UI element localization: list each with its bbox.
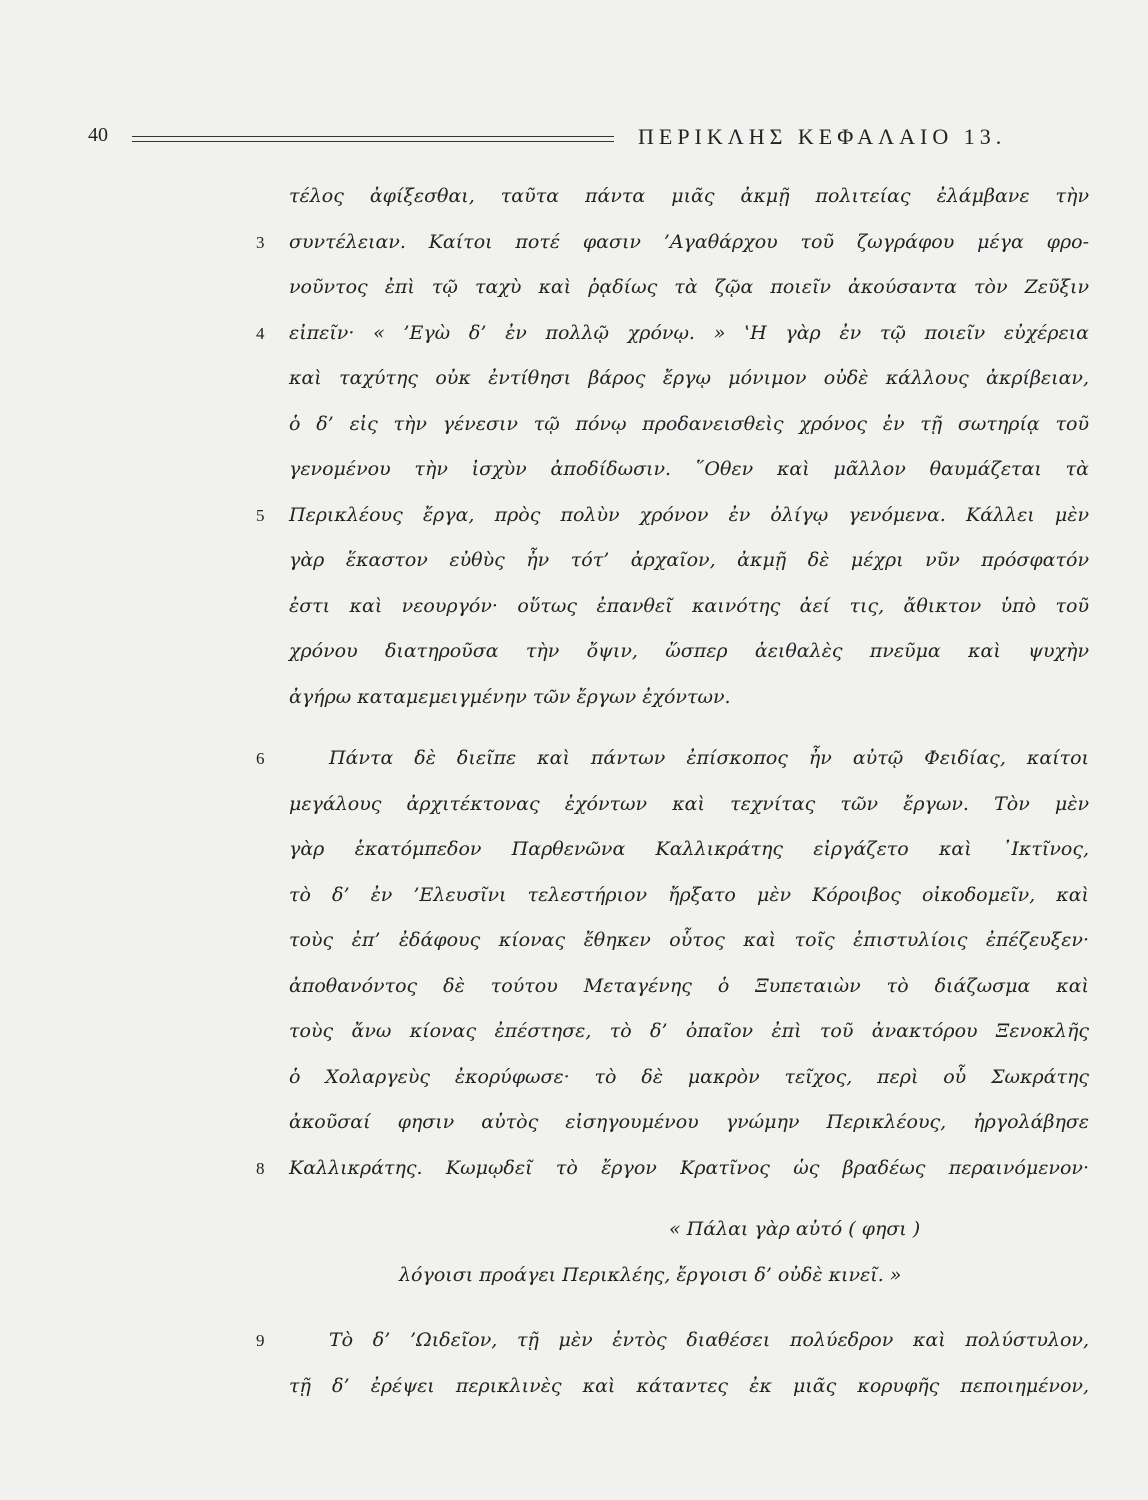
running-head: ΠΕΡΙΚΛΗΣ ΚΕΦΑΛΑΙΟ 13. <box>638 124 1007 149</box>
text-line: καὶ ταχύτης οὐκ ἐντίθησι βάρος ἔργῳ μόνιμον οὐδὲ κάλλους ἀκρίβειαν, <box>289 367 1089 389</box>
text-line: 9 Τὸ δ’ ’Ωιδεῖον, τῇ μὲν ἐντὸς διαθέσει πολύεδρον καὶ πολύστυλον, <box>289 1318 1089 1364</box>
page-header <box>0 124 1148 154</box>
text-line: 4 εἰπεῖν· « ’Εγὼ δ’ ἐν πολλῷ χρόνῳ. » ‛Η γὰρ ἐν τῷ ποιεῖν εὐχέρεια <box>289 311 1089 357</box>
text-line: 5 Περικλέους ἔργα, πρὸς πολὺν χρόνον ἐν ὀλίγῳ γενόμενα. Κάλλει μὲν <box>289 493 1089 539</box>
text-line: γὰρ ἑκατόμπεδον Παρθενῶνα Καλλικράτης εἰργάζετο καὶ ᾽Ικτῖνος, <box>289 838 1089 860</box>
text-line: 6 Πάντα δὲ διεῖπε καὶ πάντων ἐπίσκοπος ἦν αὐτῷ Φειδίας, καίτοι <box>289 736 1089 782</box>
text-line: 3 συντέλειαν. Καίτοι ποτέ φασιν ’Αγαθάρχου τοῦ ζωγράφου μέγα φρο- <box>289 220 1089 266</box>
text-line: γὰρ ἕκαστον εὐθὺς ἦν τότ’ ἀρχαῖον, ἀκμῇ δὲ μέχρι νῦν πρόσφατόν <box>289 549 1089 571</box>
text-line: 8 Καλλικράτης. Κωμῳδεῖ τὸ ἔργον Κρατῖνος ὡς βραδέως περαινόμενον· <box>289 1146 1089 1192</box>
text-line: τῇ δ’ ἐρέψει περικλινὲς καὶ κάταντες ἐκ μιᾶς κορυφῆς πεποιημένον, <box>289 1374 1089 1397</box>
text-line: ἀγήρω καταμεμειγμένην τῶν ἔργων ἐχόντων. <box>289 685 731 708</box>
verse-line: « Πάλαι γὰρ αὐτό ( φησι ) <box>669 1218 921 1240</box>
paragraph-gap <box>289 720 1089 736</box>
text-line: ἀκοῦσαί φησιν αὐτὸς εἰσηγουμένου γνώμην Περικλέους, ἠργολάβησε <box>289 1111 1089 1133</box>
section-marker: 8 <box>256 1158 265 1178</box>
section-marker: 5 <box>256 505 265 525</box>
text-line: γενομένου τὴν ἰσχὺν ἀποδίδωσιν. ῞Οθεν καὶ μᾶλλον θαυμάζεται τὰ <box>289 458 1089 480</box>
text-line: ἀποθανόντος δὲ τούτου Μεταγένης ὁ Ξυπεταιὼν τὸ διάζωσμα καὶ <box>289 974 1089 997</box>
section-marker: 4 <box>256 323 265 343</box>
text-line: μεγάλους ἀρχιτέκτονας ἐχόντων καὶ τεχνίτας τῶν ἔργων. Τὸν μὲν <box>289 792 1089 815</box>
text-line: τὸ δ’ ἐν ’Ελευσῖνι τελεστήριον ἤρξατο μὲν Κόροιβος οἰκοδομεῖν, καὶ <box>289 883 1089 906</box>
section-marker: 9 <box>256 1331 265 1350</box>
section-marker: 6 <box>256 749 265 768</box>
header-double-rule <box>132 136 614 142</box>
paragraph-gap <box>289 1298 1089 1318</box>
text-line: χρόνου διατηροῦσα τὴν ὄψιν, ὥσπερ ἀειθαλὲς πνεῦμα καὶ ψυχὴν <box>289 640 1089 662</box>
section-marker: 3 <box>256 232 265 252</box>
text-line: ὁ δ’ εἰς τὴν γένεσιν τῷ πόνῳ προδανεισθεὶς χρόνος ἐν τῇ σωτηρίᾳ τοῦ <box>289 412 1089 435</box>
verse-gap <box>289 1191 1089 1207</box>
text-line: ὁ Χολαργεὺς ἐκορύφωσε· τὸ δὲ μακρὸν τεῖχος, περὶ οὗ Σωκράτης <box>289 1065 1089 1088</box>
verse-line: λόγοισι προάγει Περικλέης, ἔργοισι δ’ οὐδὲ κινεῖ. » <box>399 1263 902 1286</box>
text-line: νοῦντος ἐπὶ τῷ ταχὺ καὶ ῥᾳδίως τὰ ζῷα ποιεῖν ἀκούσαντα τὸν Ζεῦξιν <box>289 276 1089 298</box>
greek-text-body <box>256 174 1089 1409</box>
text-line: τέλος ἀφίξεσθαι, ταῦτα πάντα μιᾶς ἀκμῇ πολιτείας ἐλάμβανε τὴν <box>289 185 1089 207</box>
text-line: ἐστι καὶ νεουργόν· οὕτως ἐπανθεῖ καινότης ἀεί τις, ἄθικτον ὑπὸ τοῦ <box>289 594 1089 617</box>
page-number: 40 <box>88 124 108 146</box>
text-line: τοὺς ἐπ’ ἐδάφους κίονας ἔθηκεν οὗτος καὶ τοῖς ἐπιστυλίοις ἐπέζευξεν· <box>289 929 1089 951</box>
text-line: τοὺς ἄνω κίονας ἐπέστησε, τὸ δ’ ὀπαῖον ἐπὶ τοῦ ἀνακτόρου Ξενοκλῆς <box>289 1020 1089 1042</box>
